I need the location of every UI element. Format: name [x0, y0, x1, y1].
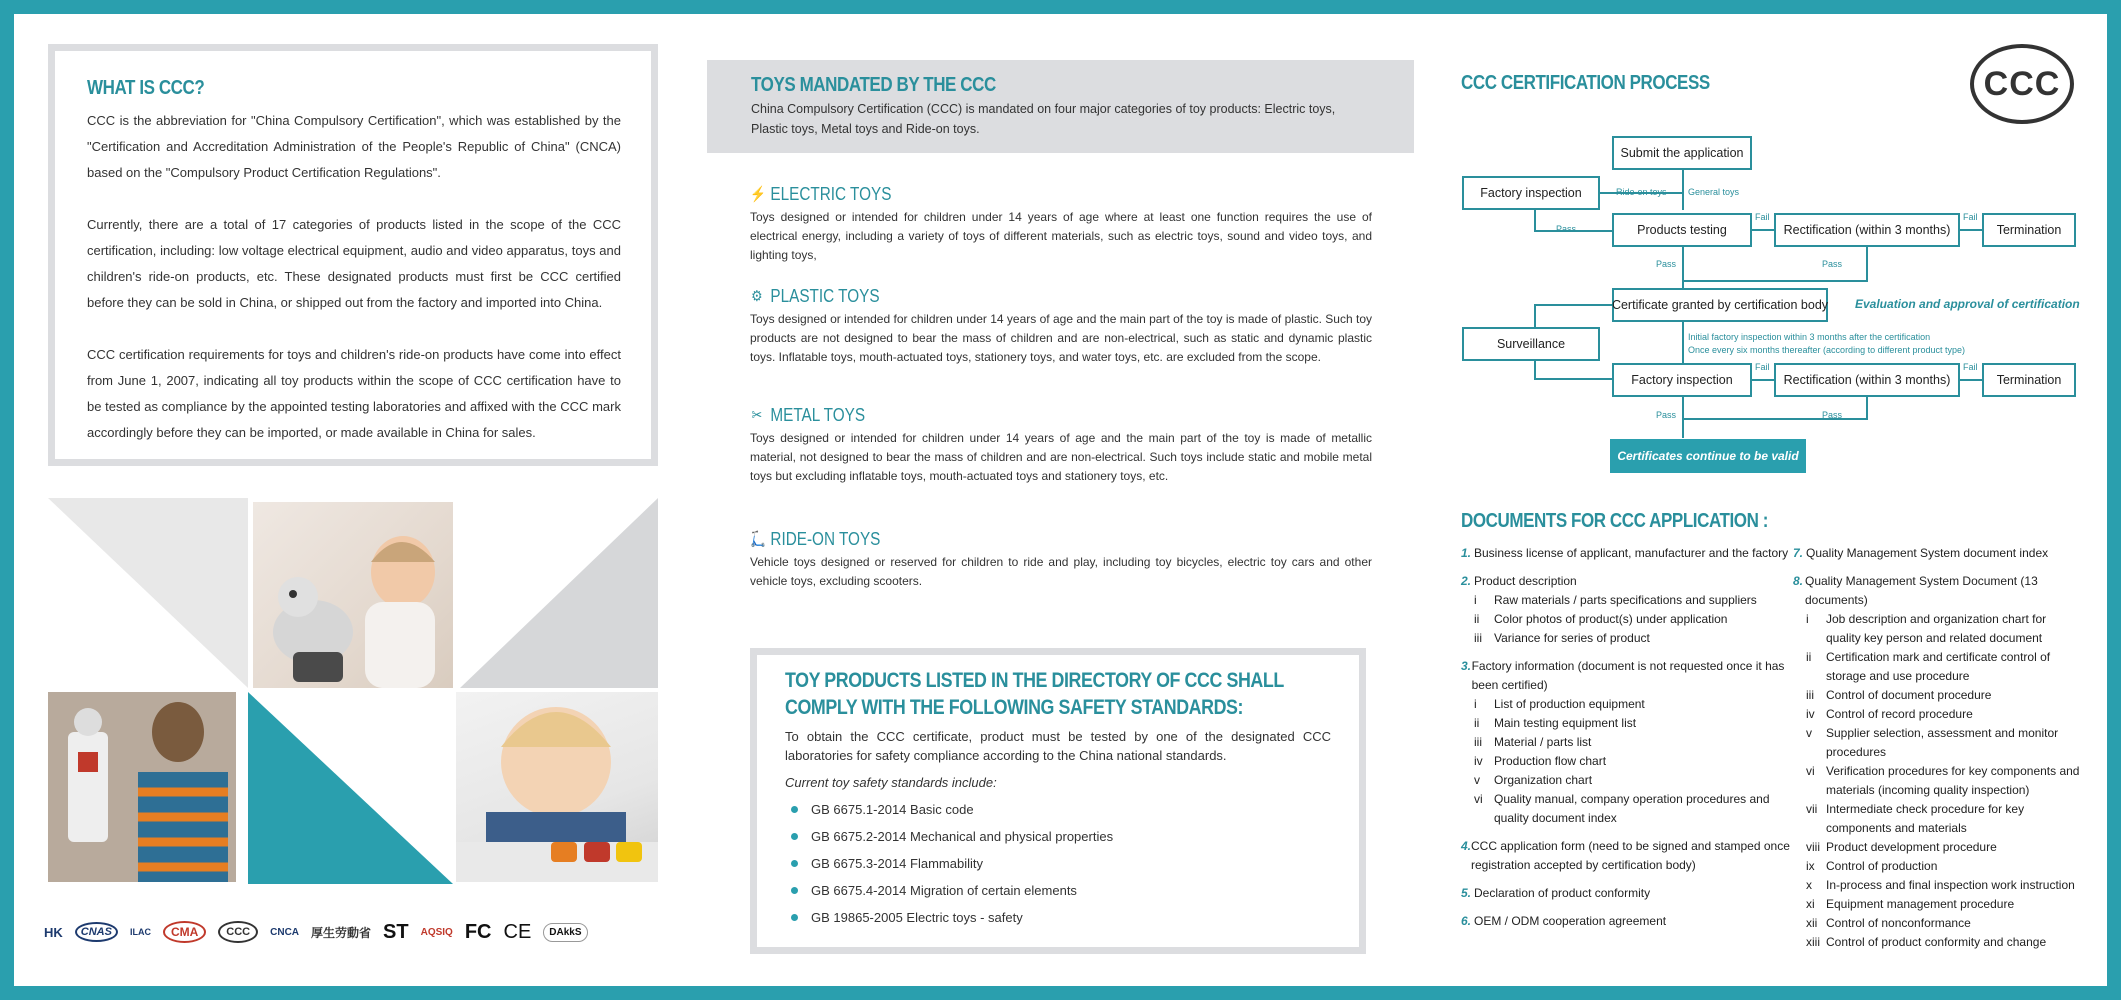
category-title: PLASTIC TOYS	[770, 286, 880, 306]
certificates-valid-box: Certificates continue to be valid	[1610, 439, 1806, 473]
doc-item-4: 4. CCC application form (need to be signed and stamped once registration accepted by certification body)	[1461, 839, 1790, 872]
inspection-note-1: Initial factory inspection within 3 months after the certification	[1688, 332, 1931, 342]
certificate-granted-box: Certificate granted by certification body	[1612, 288, 1828, 322]
connector	[1960, 229, 1982, 231]
list-item: GB 19865-2005 Electric toys - safety	[785, 904, 1331, 931]
connector	[1682, 396, 1684, 438]
doc-item-3: 3. Factory information (document is not requested once it has been certified) i List of production equipment ii Main testing equipment list iii Material / parts list iv Production flow chart v Organization chart vi Quality manual, company operation procedures and quality document index	[1461, 659, 1785, 825]
certification-process-title: CCC CERTIFICATION PROCESS	[1461, 72, 1710, 94]
pass-label: Pass	[1822, 410, 1843, 420]
list-item: GB 6675.1-2014 Basic code	[785, 796, 1331, 823]
category-title: METAL TOYS	[770, 405, 866, 425]
surveillance-box: Surveillance	[1462, 327, 1600, 361]
pass-label: Pass	[1822, 259, 1843, 269]
plastic-toy-icon: ⚙	[751, 287, 763, 305]
connector	[1534, 378, 1614, 380]
documents-column-right	[1793, 544, 2081, 961]
what-paragraph-2: Currently, there are a total of 17 categories of products listed in the scope of the CCC certification, including: low voltage electrical equipment, audio and video apparatus, toys and children's ride-on products, etc. These designated products must first be CCC certified before they can be sold in China, or shipped out from the factory and imported into China.	[87, 217, 621, 310]
what-is-ccc-title: WHAT IS CCC?	[87, 77, 205, 99]
logo-ccc: CCC	[218, 921, 258, 943]
connector	[1534, 358, 1536, 380]
logo-cnca: CNCA	[270, 926, 300, 938]
category-title: ELECTRIC TOYS	[770, 184, 892, 204]
general-toys-label: General toys	[1688, 187, 1740, 197]
termination-box-1: Termination	[1982, 213, 2076, 247]
fail-label: Fail	[1963, 212, 1978, 222]
connector	[1682, 170, 1684, 210]
evaluation-label: Evaluation and approval of certification	[1855, 297, 2080, 311]
toys-mandated-text: China Compulsory Certification (CCC) is mandated on four major categories of toy products: Electric toys, Plastic toys, Metal toys and Ride-on toys.	[751, 102, 1336, 136]
ride-on-toy-icon: 🛴	[750, 530, 766, 548]
doc-item-1: 1. Business license of applicant, manufacturer and the factory	[1461, 546, 1789, 560]
logo-aqsiq: AQSIQ	[420, 926, 453, 938]
safety-standards-title: TOY PRODUCTS LISTED IN THE DIRECTORY OF CCC SHALL COMPLY WITH THE FOLLOWING SAFETY STANDARDS:	[785, 669, 1284, 719]
documents-title: DOCUMENTS FOR CCC APPLICATION :	[1461, 510, 1768, 532]
logo-ce: CE	[503, 920, 532, 943]
pass-label: Pass	[1656, 259, 1677, 269]
what-paragraph-1: CCC is the abbreviation for "China Compulsory Certification", which was established by the "Certification and Accreditation Administration of the People's Republic of China" (CNCA) based on the "Compulsory Product Certification Regulations".	[87, 113, 621, 180]
connector	[1752, 229, 1774, 231]
pass-label: Pass	[1656, 410, 1677, 420]
category-text: Toys designed or intended for children under 14 years of age and the main part of the toy is made of plastic. Such toy products are not designed to bear the mass of children and are non-electrical, such as static and dynamic plastic toys. Inflatable toys, mouth-actuated toys, stationery toys, and water toys, etc. are excluded from the scope.	[750, 312, 1372, 364]
what-paragraph-3: CCC certification requirements for toys and children's ride-on products have come into effect from June 1, 2007, indicating all toy products within the scope of CCC certification have to be tested as compliance by the appointed testing laboratories and affixed with the CCC mark accordingly before they can be imported, or made available in China for sales.	[87, 347, 621, 440]
connector	[1682, 280, 1868, 282]
logo-cnas: CNAS	[75, 922, 118, 942]
documents-column-left	[1461, 544, 1791, 940]
category-text: Vehicle toys designed or reserved for children to ride and play, including toy bicycles, electric toy cars and other vehicle toys, excluding scooters.	[750, 555, 1372, 588]
list-item: GB 6675.4-2014 Migration of certain elements	[785, 877, 1331, 904]
connector	[1534, 304, 1614, 306]
factory-inspection-box-1: Factory inspection	[1462, 176, 1600, 210]
doc-item-5: 5. Declaration of product conformity	[1461, 886, 1651, 900]
products-testing-box: Products testing	[1612, 213, 1752, 247]
connector	[1960, 379, 1982, 381]
doc-item-2: 2. Product description i Raw materials / parts specifications and suppliers ii Color photos of product(s) under application iii Variance for series of product	[1461, 574, 1757, 645]
logo-hk: HK	[44, 924, 63, 940]
logo-mhlw: 厚生劳動省	[311, 925, 372, 940]
fail-label: Fail	[1755, 212, 1770, 222]
safety-standards-intro: To obtain the CCC certificate, product must be tested by one of the designated CCC laboratories for safety compliance according to the China national standards.	[785, 729, 1331, 763]
connector	[1682, 320, 1684, 364]
termination-box-2: Termination	[1982, 363, 2076, 397]
doc-item-6: 6. OEM / ODM cooperation agreement	[1461, 914, 1667, 928]
ccc-logo: CCC	[1970, 44, 2074, 124]
list-item: GB 6675.3-2014 Flammability	[785, 850, 1331, 877]
list-item: GB 6675.2-2014 Mechanical and physical properties	[785, 823, 1331, 850]
lightning-icon: ⚡	[750, 185, 766, 203]
connector	[1866, 246, 1868, 282]
connector	[1866, 396, 1868, 420]
metal-toy-icon: ✂	[751, 406, 763, 424]
category-text: Toys designed or intended for children under 14 years of age where at least one function requires the use of electrical energy, including a variety of toys of different materials, such as electric toys, sound and video toys, and lighting toys,	[750, 210, 1372, 262]
logo-fcc: FC	[464, 920, 492, 943]
rectification-box-2: Rectification (within 3 months)	[1774, 363, 1960, 397]
doc-item-8: 8. Quality Management System Document (13 documents) i Job description and organization chart for quality key person and related document ii Certification mark and certificate control of storage and use procedure iii Control of document procedure iv Control of record procedure v Supplier selection, assessment and monitor procedures vi Verification procedures for key components and materials (incoming quality inspection) vii Intermediate check procedure for key components and materials viii Product development procedure ix Control of production x In-process and final inspection work instruction xi Equipment management procedure xii Control of nonconformance xiii Control of product conformity and change	[1793, 574, 2080, 949]
logo-cma: CMA	[163, 921, 206, 943]
factory-inspection-box-2: Factory inspection	[1612, 363, 1752, 397]
logo-ilac: ILAC	[129, 927, 151, 937]
connector	[1534, 209, 1536, 231]
category-text: Toys designed or intended for children under 14 years of age and the main part of the toy is made of metallic material, not designed to bear the mass of children and are non-electrical. Such toys include static and mobile metal toys but excluding inflatable toys, mouth-actuated toys and stationery toys, etc.	[750, 431, 1372, 483]
logo-dakks: DAkkS	[543, 923, 587, 942]
logo-st: ST	[383, 920, 409, 943]
pass-label: Pass	[1556, 224, 1577, 234]
current-standards-label: Current toy safety standards include:	[785, 775, 997, 790]
fail-label: Fail	[1755, 362, 1770, 372]
rectification-box-1: Rectification (within 3 months)	[1774, 213, 1960, 247]
fail-label: Fail	[1963, 362, 1978, 372]
category-title: RIDE-ON TOYS	[770, 529, 881, 549]
connector	[1682, 246, 1684, 290]
connector	[1534, 304, 1536, 328]
inspection-note-2: Once every six months thereafter (according to different product type)	[1688, 345, 1965, 355]
toys-mandated-title: TOYS MANDATED BY THE CCC	[751, 74, 996, 96]
doc-item-7: 7. Quality Management System document index	[1793, 546, 2049, 560]
submit-application-box: Submit the application	[1612, 136, 1752, 170]
ride-on-toys-label: Ride-on toys	[1616, 187, 1667, 197]
connector	[1752, 379, 1774, 381]
